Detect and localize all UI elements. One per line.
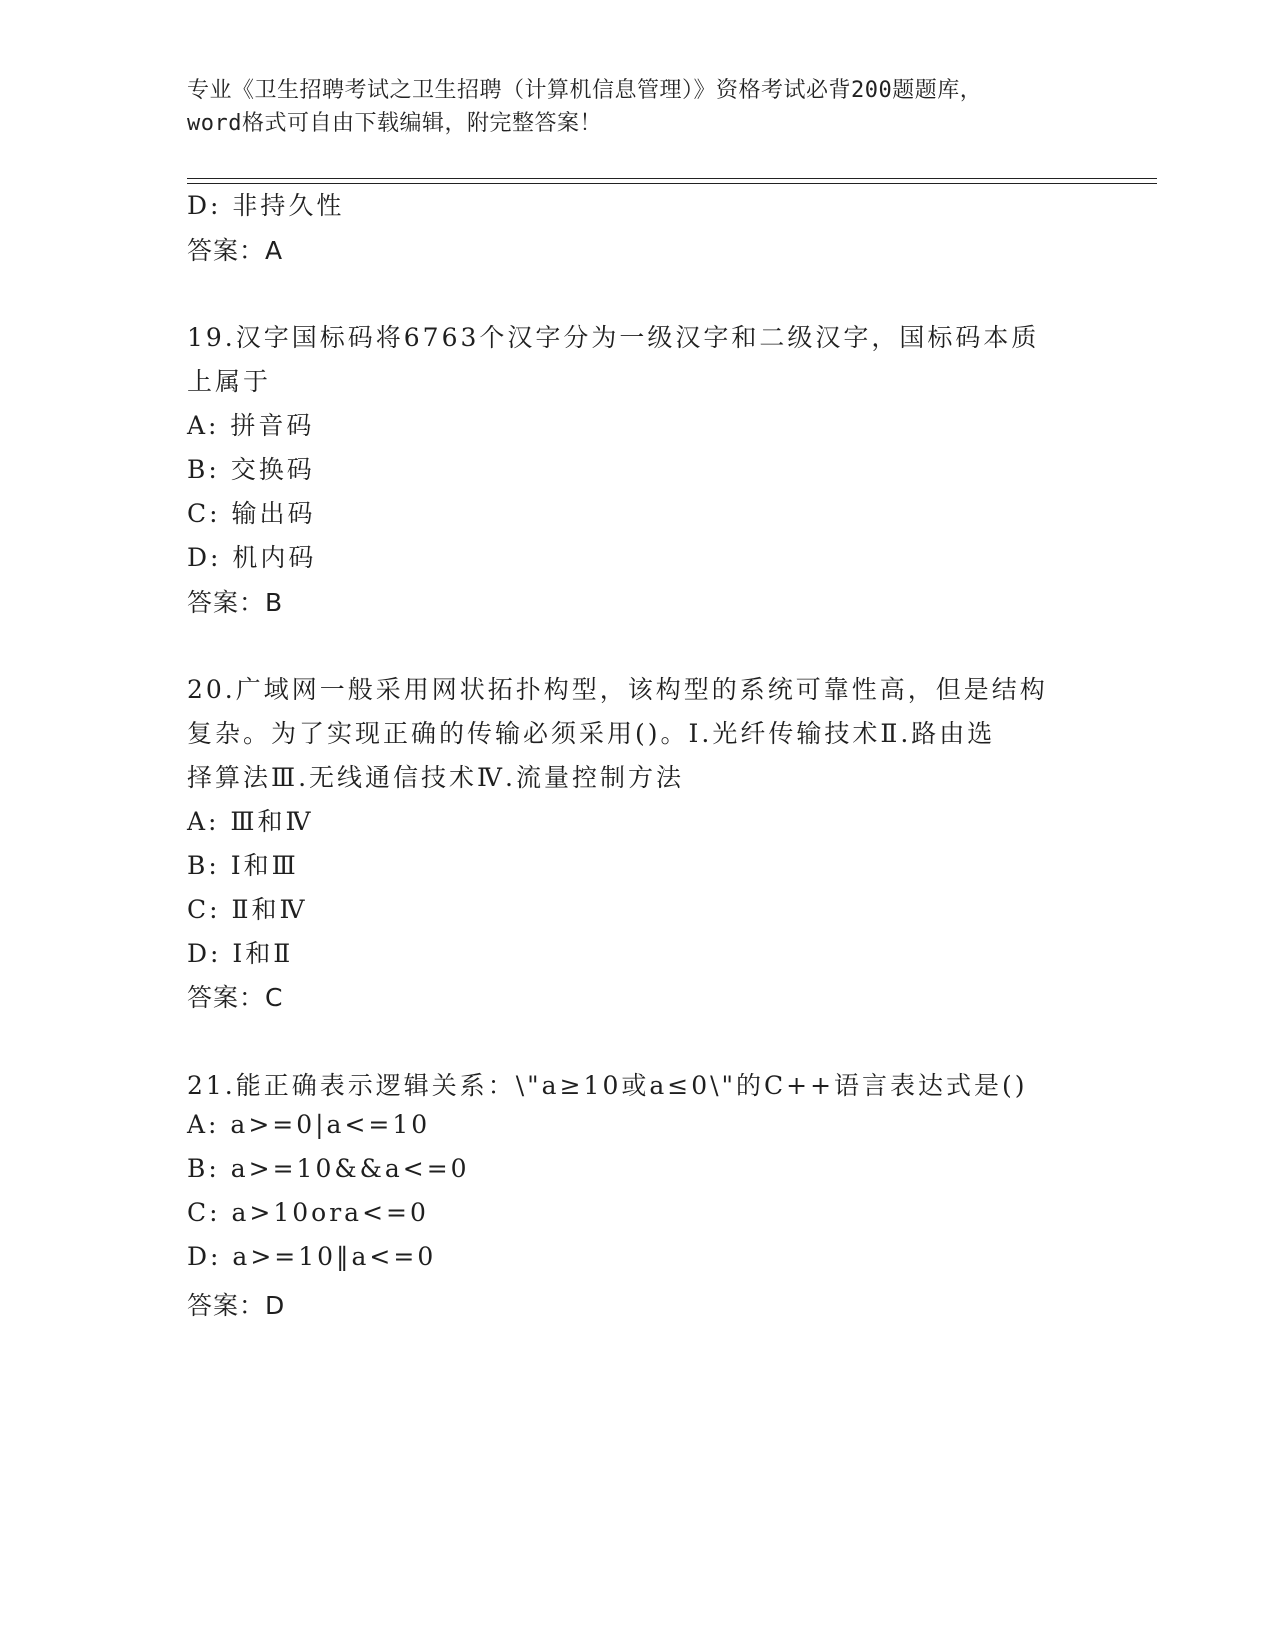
- header-title-line-1: 专业《卫生招聘考试之卫生招聘（计算机信息管理）》资格考试必背200题题库，: [187, 78, 983, 103]
- q21-answer: 答案：D: [187, 1291, 286, 1320]
- q21-option-c: C: a>10ora<=0: [187, 1198, 429, 1227]
- q19-option-b: B: 交换码: [187, 455, 315, 484]
- q19-option-c: C: 输出码: [187, 499, 316, 528]
- document-header: [187, 74, 1087, 140]
- q19-option-a: A: 拼音码: [187, 411, 315, 440]
- q20-option-d: D: Ⅰ和Ⅱ: [187, 939, 294, 968]
- q20-option-b: B: Ⅰ和Ⅲ: [187, 851, 299, 880]
- header-divider-bottom: [187, 183, 1157, 184]
- q21-option-a: A: a>=0|a<=10: [187, 1110, 431, 1139]
- q21-stem-line-1: 21.能正确表示逻辑关系：\"a≥10或a≤0\"的C++语言表达式是(): [187, 1071, 1028, 1100]
- header-divider-top: [187, 178, 1157, 179]
- q20-stem-line-1: 20.广域网一般采用网状拓扑构型，该构型的系统可靠性高，但是结构: [187, 675, 1048, 704]
- header-title-line-2: word格式可自由下载编辑，附完整答案！: [187, 111, 602, 136]
- q20-stem-line-3: 择算法Ⅲ.无线通信技术Ⅳ.流量控制方法: [187, 763, 684, 792]
- q19-stem-line-2: 上属于: [187, 367, 272, 396]
- q19-answer: 答案：B: [187, 588, 284, 617]
- q21-option-b: B: a>=10&&a<=0: [187, 1154, 470, 1183]
- q20-answer: 答案：C: [187, 983, 284, 1012]
- prev-option-d: D: 非持久性: [187, 191, 345, 220]
- q19-stem-line-1: 19.汉字国标码将6763个汉字分为一级汉字和二级汉字，国标码本质: [187, 323, 1040, 352]
- q20-option-a: A: Ⅲ和Ⅳ: [187, 807, 314, 836]
- q20-option-c: C: Ⅱ和Ⅳ: [187, 895, 308, 924]
- q20-stem-line-2: 复杂。为了实现正确的传输必须采用()。Ⅰ.光纤传输技术Ⅱ.路由选: [187, 719, 996, 748]
- prev-answer: 答案：A: [187, 236, 284, 265]
- q21-option-d: D: a>=10‖a<=0: [187, 1242, 437, 1271]
- q19-option-d: D: 机内码: [187, 543, 317, 572]
